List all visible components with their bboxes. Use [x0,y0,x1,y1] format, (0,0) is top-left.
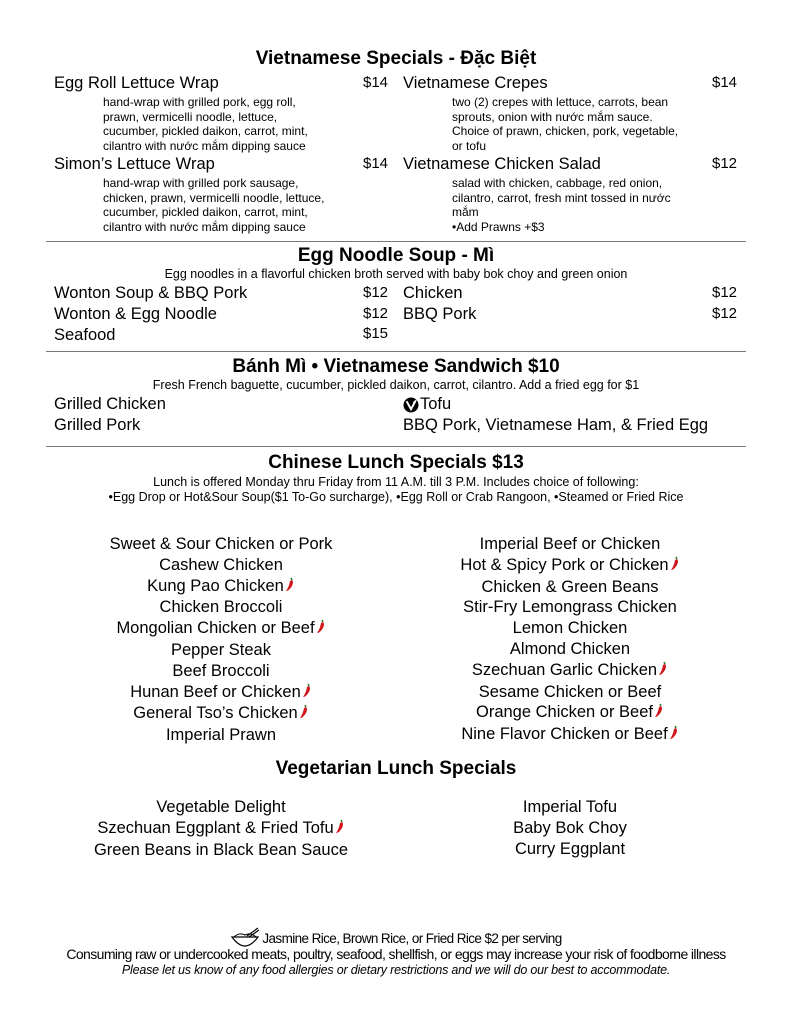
item-name: Curry Eggplant [514,839,626,858]
banhmi-subtitle: Fresh French baguette, cucumber, pickled daikon, carrot, cilantro. Add a fried egg for $1 [152,378,640,392]
chili-pepper-icon [334,821,345,836]
item-description: hand-wrap with grilled pork, egg roll, prawn, vermicelli noodle, lettuce, cucumber, pickled daikon, carrot, mint, cilantro with nước mắm dipping sauce [103,95,308,153]
menu-item [46,818,396,840]
veg-right-column [396,797,744,859]
item-name: BBQ Pork [403,305,477,323]
menu-item [396,534,744,555]
item-name: Egg Roll Lettuce Wrap [54,74,219,92]
menu-item [46,640,396,661]
item-name: Wonton & Egg Noodle [54,305,217,323]
menu-item [396,555,744,577]
item-price: $12 [363,305,389,322]
menu-item [46,534,396,555]
menu-item [396,724,744,746]
menu-item [396,577,744,598]
menu-item [46,703,396,725]
item-name: Grilled Chicken [54,395,166,413]
item-name: Green Beans in Black Bean Sauce [93,840,349,859]
allergy-note: Please let us know of any food allergies or dietary restrictions and we will do our best to accommodate. [121,963,671,977]
noodle-title: Egg Noodle Soup - Mì [297,245,495,266]
menu-item [396,818,744,839]
item-name: Sesame Chicken or Beef [478,682,662,701]
menu-item [46,682,396,704]
item-price: $14 [712,74,738,91]
chili-pepper-icon [284,579,295,594]
chinese-includes: •Egg Drop or Hot&Sour Soup($1 To-Go surcharge), •Egg Roll or Crab Rangoon, •Steamed or Fried Rice [108,490,684,504]
menu-item [396,639,744,660]
chili-pepper-icon [298,706,309,721]
item-name: Wonton Soup & BBQ Pork [54,284,248,302]
item-name: Nine Flavor Chicken or Beef [461,725,668,744]
menu-item [396,839,744,860]
rice-text: Jasmine Rice, Brown Rice, or Fried Rice $2 per serving [262,930,562,946]
item-description: two (2) crepes with lettuce, carrots, bean sprouts, onion with nước mắm sauce. Choice of prawn, chicken, pork, vegetable, or tofu [452,95,679,153]
item-name: Vegetable Delight [156,798,286,816]
section-divider [46,351,746,352]
menu-item [46,797,396,818]
item-name: Mongolian Chicken or Beef [116,619,315,638]
item-name: Imperial Prawn [165,726,277,745]
item-name: Vietnamese Crepes [403,74,548,92]
chili-pepper-icon [657,663,668,678]
menu-item [396,797,744,818]
food-warning: Consuming raw or undercooked meats, poultry, seafood, shellfish, or eggs may increase your risk of foodborne illness [66,946,726,962]
item-name: Simon’s Lettuce Wrap [54,155,215,173]
noodle-subtitle: Egg noodles in a flavorful chicken broth served with baby bok choy and green onion [164,267,628,281]
menu-item [46,840,396,861]
menu-item [396,660,744,682]
item-name: Kung Pao Chicken [147,576,284,595]
item-name: Sweet & Sour Chicken or Pork [109,535,333,553]
item-name: Tofu [420,395,452,413]
item-name: Chicken Broccoli [159,598,283,617]
item-name: Szechuan Eggplant & Fried Tofu [97,818,334,837]
section-divider [46,446,746,447]
item-name: Grilled Pork [54,416,141,434]
chili-pepper-icon [668,727,679,742]
item-price: $12 [363,284,389,301]
chinese-right-column [396,534,744,746]
item-name: Imperial Beef or Chicken [479,535,661,553]
chili-pepper-icon [315,621,326,636]
item-description: hand-wrap with grilled pork sausage, chicken, prawn, vermicelli noodle, lettuce, cucumber, pickled daikon, carrot, mint, cilantro with nước mắm dipping sauce [103,176,325,234]
item-name: Stir-Fry Lemongrass Chicken [463,598,677,617]
vegan-icon [403,397,419,413]
section-divider [46,241,746,242]
veg-left-column [46,797,396,860]
chinese-hours: Lunch is offered Monday thru Friday from 11 A.M. till 3 P.M. Includes choice of following: [153,475,639,489]
item-name: Lemon Chicken [512,619,628,638]
chili-pepper-icon [653,705,664,720]
item-name: Hot & Spicy Pork or Chicken [460,555,669,574]
menu-item [46,661,396,682]
item-price: $12 [712,155,738,172]
item-name: BBQ Pork, Vietnamese Ham, & Fried Egg [403,416,709,434]
menu-item [396,702,744,724]
item-name: Cashew Chicken [159,555,283,574]
item-price: $14 [363,74,389,91]
item-name: Orange Chicken or Beef [475,703,653,722]
item-name: Vietnamese Chicken Salad [403,155,601,173]
item-tofu [403,395,451,414]
item-price: $14 [363,155,389,172]
menu-item [396,597,744,618]
chili-pepper-icon [669,558,680,573]
item-name: Beef Broccoli [172,661,270,680]
item-name: Baby Bok Choy [513,818,627,837]
item-name: Chicken & Green Beans [481,577,659,596]
menu-item [46,597,396,618]
item-name: Almond Chicken [509,639,631,658]
chinese-title: Chinese Lunch Specials $13 [268,452,524,473]
item-price: $15 [363,325,389,342]
veg-title: Vegetarian Lunch Specials [275,758,517,779]
item-name: Imperial Tofu [522,798,618,816]
menu-item [46,555,396,576]
item-name: Szechuan Garlic Chicken [471,660,658,679]
menu-item [46,725,396,746]
banhmi-title: Bánh Mì • Vietnamese Sandwich $10 [232,356,560,377]
menu-item [46,576,396,598]
chinese-left-column [46,534,396,746]
menu-item [46,618,396,640]
item-name: Hunan Beef or Chicken [130,682,301,701]
item-price: $12 [712,284,738,301]
menu-item [396,618,744,639]
chili-pepper-icon [301,685,312,700]
item-price: $12 [712,305,738,322]
menu-item [396,682,744,703]
item-name: Chicken [403,284,463,302]
item-name: Seafood [54,326,116,344]
item-name: General Tso’s Chicken [133,704,298,723]
item-description: salad with chicken, cabbage, red onion, cilantro, carrot, fresh mint tossed in nước mắm •Add Prawns +$3 [452,176,671,234]
item-name: Pepper Steak [171,640,271,659]
vn-specials-title: Vietnamese Specials - Đặc Biệt [255,48,537,69]
